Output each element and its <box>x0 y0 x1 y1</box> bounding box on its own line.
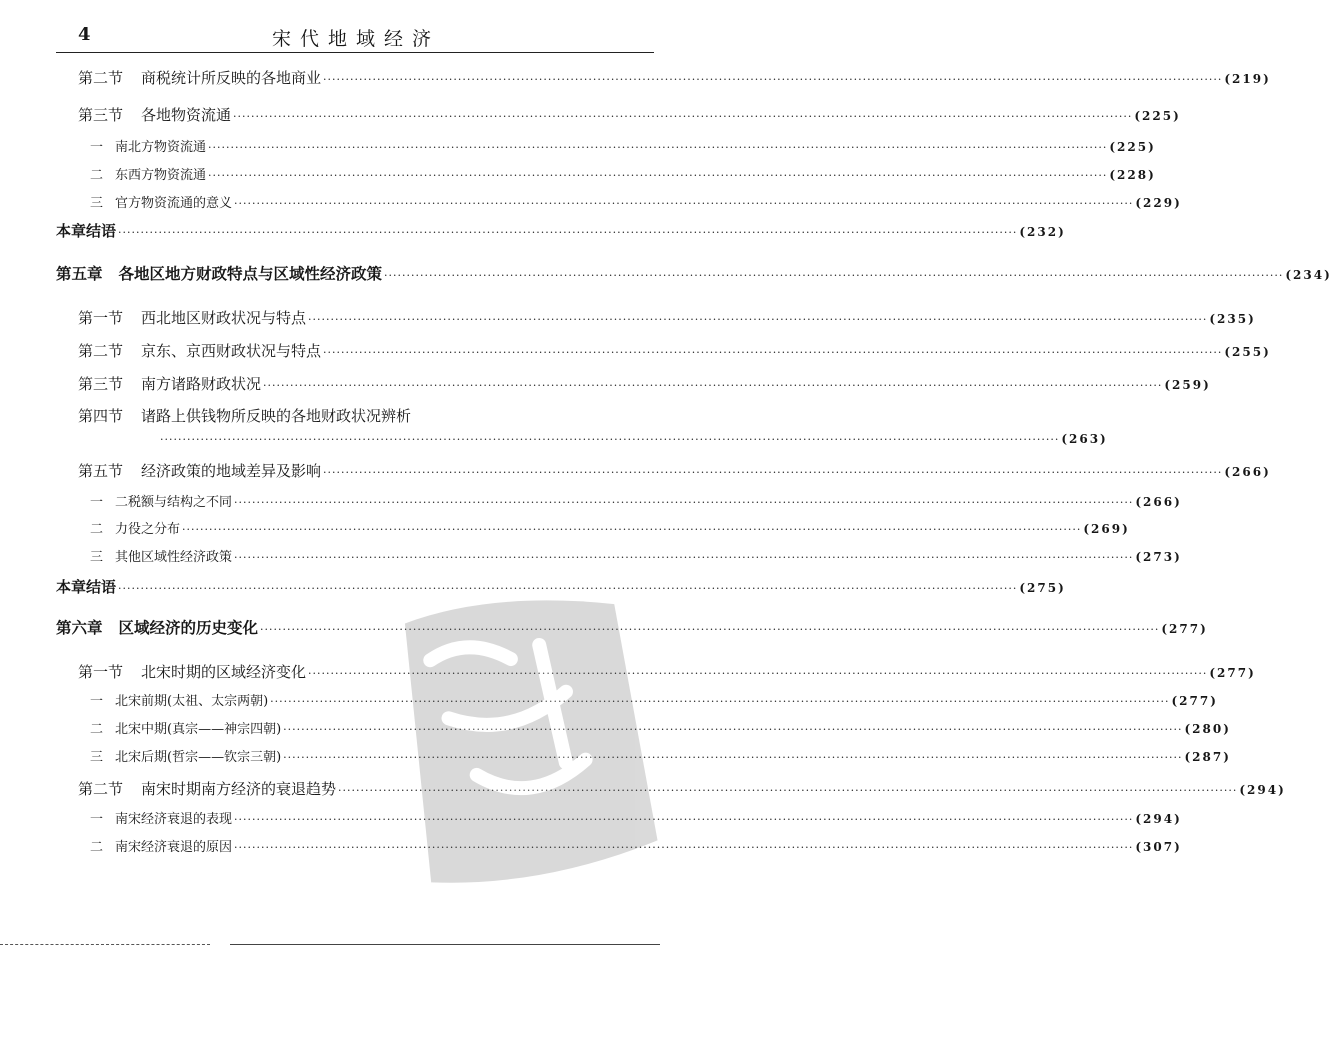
toc-entry-label: 东西方物资流通 <box>115 168 207 183</box>
toc-page-number: (277) <box>1171 694 1218 708</box>
toc-entry-number: 二 <box>90 168 104 183</box>
toc-page-number: (294) <box>1239 783 1286 797</box>
page-header <box>56 18 656 54</box>
dot-leader: ········································································································································································································ <box>323 466 1223 479</box>
dot-leader: ········································································································································································································ <box>323 346 1223 359</box>
toc-entry-section <box>78 307 1256 328</box>
toc-page-number: (273) <box>1135 550 1182 564</box>
dot-leader: ········································································································································································································ <box>323 73 1223 86</box>
toc-entry-label: 北宋后期(哲宗——钦宗三朝) <box>115 750 282 765</box>
toc-entry-number: 第二节 <box>78 69 124 87</box>
dot-leader: ········································································································································································································ <box>234 813 1134 826</box>
toc-entry-label: 各地物资流通 <box>141 106 232 124</box>
toc-entry-section <box>78 67 1271 88</box>
toc-page-number: (263) <box>1061 432 1108 446</box>
toc-entry-label: 诸路上供钱物所反映的各地财政状况辨析 <box>141 407 412 425</box>
toc-entry-sub <box>90 546 1182 565</box>
toc-entry-number: 二 <box>90 722 104 737</box>
dot-leader: ········································································································································································································ <box>234 551 1134 564</box>
dot-leader: ········································································································································································································ <box>263 379 1163 392</box>
toc-page-number: (259) <box>1164 378 1211 392</box>
toc-entry-section <box>78 340 1271 361</box>
toc-page-number: (277) <box>1161 622 1208 636</box>
toc-page-number: (235) <box>1209 312 1256 326</box>
dot-leader: ········································································································································································································ <box>208 169 1108 182</box>
toc-page-number: (232) <box>1019 225 1066 239</box>
toc-entry-label: 北宋中期(真宗——神宗四朝) <box>115 722 282 737</box>
dot-leader: ········································································································································································································ <box>118 582 1018 595</box>
toc-page-number: (277) <box>1209 666 1256 680</box>
dot-leader: ········································································································································································································ <box>270 695 1170 708</box>
dot-leader: ········································································································································································································ <box>308 313 1208 326</box>
page-number: 4 <box>78 24 91 45</box>
toc-entry-number: 第一节 <box>78 663 124 681</box>
toc-entry-sub <box>90 192 1182 211</box>
dot-leader: ········································································································································································································ <box>234 496 1134 509</box>
toc-page-number: (266) <box>1224 465 1271 479</box>
toc-entry-section <box>78 460 1271 481</box>
toc-page-number: (307) <box>1135 840 1182 854</box>
dot-leader: ········································································································································································································ <box>234 197 1134 210</box>
toc-entry-label: 北宋前期(太祖、太宗两朝) <box>115 694 269 709</box>
toc-entry-sub <box>90 164 1156 183</box>
toc-entry-number: 第三节 <box>78 375 124 393</box>
toc-page-number: (255) <box>1224 345 1271 359</box>
toc-page-number: (294) <box>1135 812 1182 826</box>
toc-entry-number: 三 <box>90 750 104 765</box>
toc-entry-number: 第六章 <box>56 618 103 637</box>
toc-entry-number: 第五章 <box>56 264 103 283</box>
toc-entry-label: 本章结语 <box>56 222 117 240</box>
toc-entry-label: 经济政策的地域差异及影响 <box>141 462 322 480</box>
toc-entry-label: 区域经济的历史变化 <box>118 618 259 637</box>
toc-entry-label: 其他区域性经济政策 <box>115 550 233 565</box>
toc-entry-label: 二税额与结构之不同 <box>115 495 233 510</box>
dot-leader: ········································································································································································································ <box>308 667 1208 680</box>
toc-entry-number: 第一节 <box>78 309 124 327</box>
toc-entry-section <box>78 104 1181 125</box>
toc-entry-number: 二 <box>90 522 104 537</box>
toc-entry-label: 力役之分布 <box>115 522 181 537</box>
dot-leader: ········································································································································································································ <box>118 226 1018 239</box>
toc-entry-label: 南宋经济衰退的表现 <box>115 812 233 827</box>
dot-leader: ········································································································································································································ <box>283 723 1183 736</box>
toc-page-number: (225) <box>1134 109 1181 123</box>
toc-entry-label: 北宋时期的区域经济变化 <box>141 663 307 681</box>
library-seal-watermark <box>372 571 675 905</box>
bottom-rule-left <box>0 944 210 945</box>
toc-entry-label: 南宋经济衰退的原因 <box>115 840 233 855</box>
toc-page-number: (287) <box>1184 750 1231 764</box>
toc-page-number: (269) <box>1083 522 1130 536</box>
toc-entry <box>158 432 1108 446</box>
toc-entry-label: 南北方物资流通 <box>115 140 207 155</box>
toc-page-number: (275) <box>1019 581 1066 595</box>
toc-entry-number: 一 <box>90 495 104 510</box>
toc-entry-wrap-first-line <box>78 405 411 426</box>
toc-entry-label: 京东、京西财政状况与特点 <box>141 342 322 360</box>
dot-leader: ········································································································································································································ <box>283 751 1183 764</box>
header-rule <box>56 52 654 53</box>
dot-leader: ········································································································································································································ <box>160 433 1060 446</box>
dot-leader: ········································································································································································································ <box>233 110 1133 123</box>
toc-entry-number: 一 <box>90 694 104 709</box>
toc-entry-number: 第二节 <box>78 342 124 360</box>
toc-entry-sub <box>90 518 1130 537</box>
toc-entry-label: 各地区地方财政特点与区域性经济政策 <box>118 264 383 283</box>
toc-entry-number: 第四节 <box>78 407 124 425</box>
toc-entry-number: 一 <box>90 140 104 155</box>
toc-page-number: (229) <box>1135 196 1182 210</box>
toc-page-number: (228) <box>1109 168 1156 182</box>
dot-leader: ········································································································································································································ <box>182 523 1082 536</box>
toc-entry-concl <box>56 220 1066 241</box>
toc-entry-number: 三 <box>90 550 104 565</box>
dot-leader: ········································································································································································································ <box>208 141 1108 154</box>
toc-entry-chapter <box>56 262 1332 284</box>
toc-entry-label: 本章结语 <box>56 578 117 596</box>
toc-entry-label: 官方物资流通的意义 <box>115 196 233 211</box>
toc-entry-label: 南宋时期南方经济的衰退趋势 <box>141 780 337 798</box>
dot-leader: ········································································································································································································ <box>338 784 1238 797</box>
toc-entry-section <box>78 373 1211 394</box>
dot-leader: ········································································································································································································ <box>234 841 1134 854</box>
toc-page-number: (266) <box>1135 495 1182 509</box>
toc-entry-number: 二 <box>90 840 104 855</box>
toc-entry-label: 商税统计所反映的各地商业 <box>141 69 322 87</box>
dot-leader: ········································································································································································································ <box>384 269 1284 282</box>
dot-leader: ········································································································································································································ <box>260 623 1160 636</box>
toc-entry-label: 西北地区财政状况与特点 <box>141 309 307 327</box>
toc-page-number: (225) <box>1109 140 1156 154</box>
bottom-rule-right <box>230 944 660 945</box>
toc-entry-sub <box>90 491 1182 510</box>
toc-entry-number: 三 <box>90 196 104 211</box>
toc-entry-number: 一 <box>90 812 104 827</box>
toc-entry-label: 南方诸路财政状况 <box>141 375 262 393</box>
toc-page-number: (234) <box>1285 268 1332 282</box>
toc-entry-number: 第五节 <box>78 462 124 480</box>
toc-page-number: (280) <box>1184 722 1231 736</box>
toc-entry-number: 第二节 <box>78 780 124 798</box>
toc-entry-sub <box>90 136 1156 155</box>
toc-entry-number: 第三节 <box>78 106 124 124</box>
running-title: 宋代地域经济 <box>271 28 440 50</box>
toc-page-number: (219) <box>1224 72 1271 86</box>
